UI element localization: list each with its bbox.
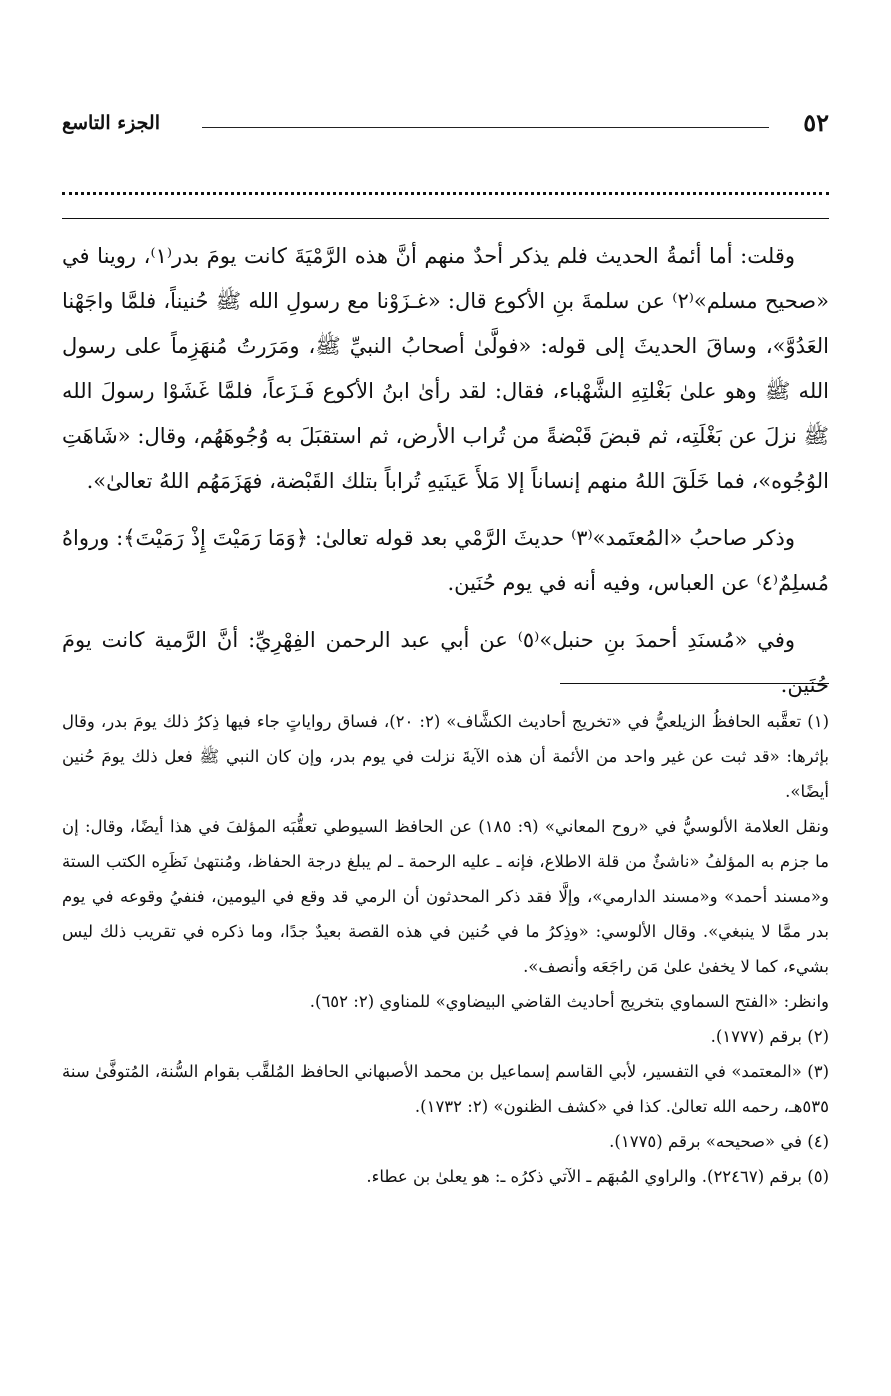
top-rule [62, 218, 829, 219]
footnote-3: (٣) «المعتمد» في التفسير، لأبي القاسم إسماعيل بن محمد الأصبهاني الحافظ المُلقَّب بقوام السُّنة، المُتوفَّىٰ سنة ٥٣٥هـ، رحمه الله تعالىٰ. كذا في «كشف الظنون» (٢: ١٧٣٢). [62, 1062, 829, 1116]
running-header [62, 108, 829, 144]
footnote-1: (١) تعقَّبه الحافظُ الزيلعيُّ في «تخريج أحاديث الكشَّاف» (٢: ٢٠)، فساق رواياتٍ جاء فيها ذِكرُ ذلك يومَ بدر، وقال بإثرها: «قد ثبت عن غير واحد من الأئمة أن هذه الآيةَ نزلت في يوم بدر، وإن كان النبي ﷺ فعل ذلك يومَ حُنين أيضًا». [62, 712, 829, 801]
footnotes [62, 704, 829, 1194]
footnote-1-see-also: وانظر: «الفتح السماوي بتخريج أحاديث القاضي البيضاوي» للمناوي (٢: ٦٥٢). [309, 992, 829, 1011]
main-text [62, 234, 829, 720]
paragraph-1: وقلت: أما أئمةُ الحديث فلم يذكر أحدٌ منهم أنَّ هذه الرَّمْيَةَ كانت يومَ بدر⁽١⁾، روينا في «صحيح مسلم»⁽٢⁾ عن سلمةَ بنِ الأكوع قال: «غـزَوْنا مع رسولِ الله ﷺ حُنيناً، فلمَّا واجَهْنا العَدُوَّ»، وساقَ الحديثَ إلى قوله: «فولَّىٰ أصحابُ النبيِّ ﷺ، ومَرَرتُ مُنهَزِماً على رسول الله ﷺ وهو علىٰ بَغْلتِهِ الشَّهْباء، فقال: لقد رأىٰ ابنُ الأكوع فَـزَعاً، فلمَّا غَشَوْا رسولَ الله ﷺ نزلَ عن بَغْلَتِه، ثم قبضَ قَبْضةً من تُراب الأرض، ثم استقبَلَ به وُجُوهَهُم، وقال: «شَاهَتِ الوُجُوه»، فما خَلَقَ اللهُ منهم إنساناً إلا مَلأَ عَينَيهِ تُراباً بتلك القَبْضة، فهَزَمَهُم اللهُ تعالىٰ». [62, 244, 829, 493]
footnote-1-continuation: ونقل العلامة الألوسيُّ في «روح المعاني» (٩: ١٨٥) عن الحافظ السيوطي تعقُّبَه المؤلفَ في هذا أيضًا، وقال: إن ما جزم به المؤلفُ «ناشئٌ من قلة الاطلاع، فإنه ـ عليه الرحمة ـ لم يبلغ درجة الحفاظ، ومُنتهىٰ نَظَرِه الكتب الستة و«مسند أحمد» و«مسند الدارمي»، وإلَّا فقد ذكر المحدثون أن الرمي قد وقع في اليومين، فنفيُ وقوعه في يوم بدر ممَّا لا ينبغي». وقال الألوسي: «وذِكرُ ما في حُنين في هذه القصة بعيدٌ جدًا، وما ذكره في تقريب ذلك ليس بشيء، كما لا يخفىٰ علىٰ مَن راجَعَه وأنصف». [62, 817, 830, 976]
footnote-rule [560, 683, 829, 684]
dotted-separator [62, 178, 829, 195]
footnote-5: (٥) برقم (٢٢٤٦٧). والراوي المُبهَم ـ الآتي ذكرُه ـ: هو يعلىٰ بن عطاء. [366, 1167, 829, 1186]
footnote-4: (٤) في «صحيحه» برقم (١٧٧٥). [609, 1132, 829, 1151]
footnote-2: (٢) برقم (١٧٧٧). [710, 1027, 829, 1046]
header-rule [202, 127, 769, 128]
part-title: الجزء التاسع [62, 112, 160, 134]
paragraph-3: وفي «مُسنَدِ أحمدَ بنِ حنبل»⁽٥⁾ عن أبي عبد الرحمن الفِهْرِيِّ: أنَّ الرَّمية كانت يومَ حُنَين. [62, 628, 829, 697]
page-number: ٥٢ [803, 108, 829, 137]
paragraph-2: وذكر صاحبُ «المُعتَمد»⁽٣⁾ حديثَ الرَّمْي بعد قوله تعالىٰ: ﴿وَمَا رَمَيْتَ إِذْ رَمَيْتَ﴾: ورواهُ مُسلِمٌ⁽٤⁾ عن العباس، وفيه أنه في يوم حُنَين. [62, 526, 829, 595]
